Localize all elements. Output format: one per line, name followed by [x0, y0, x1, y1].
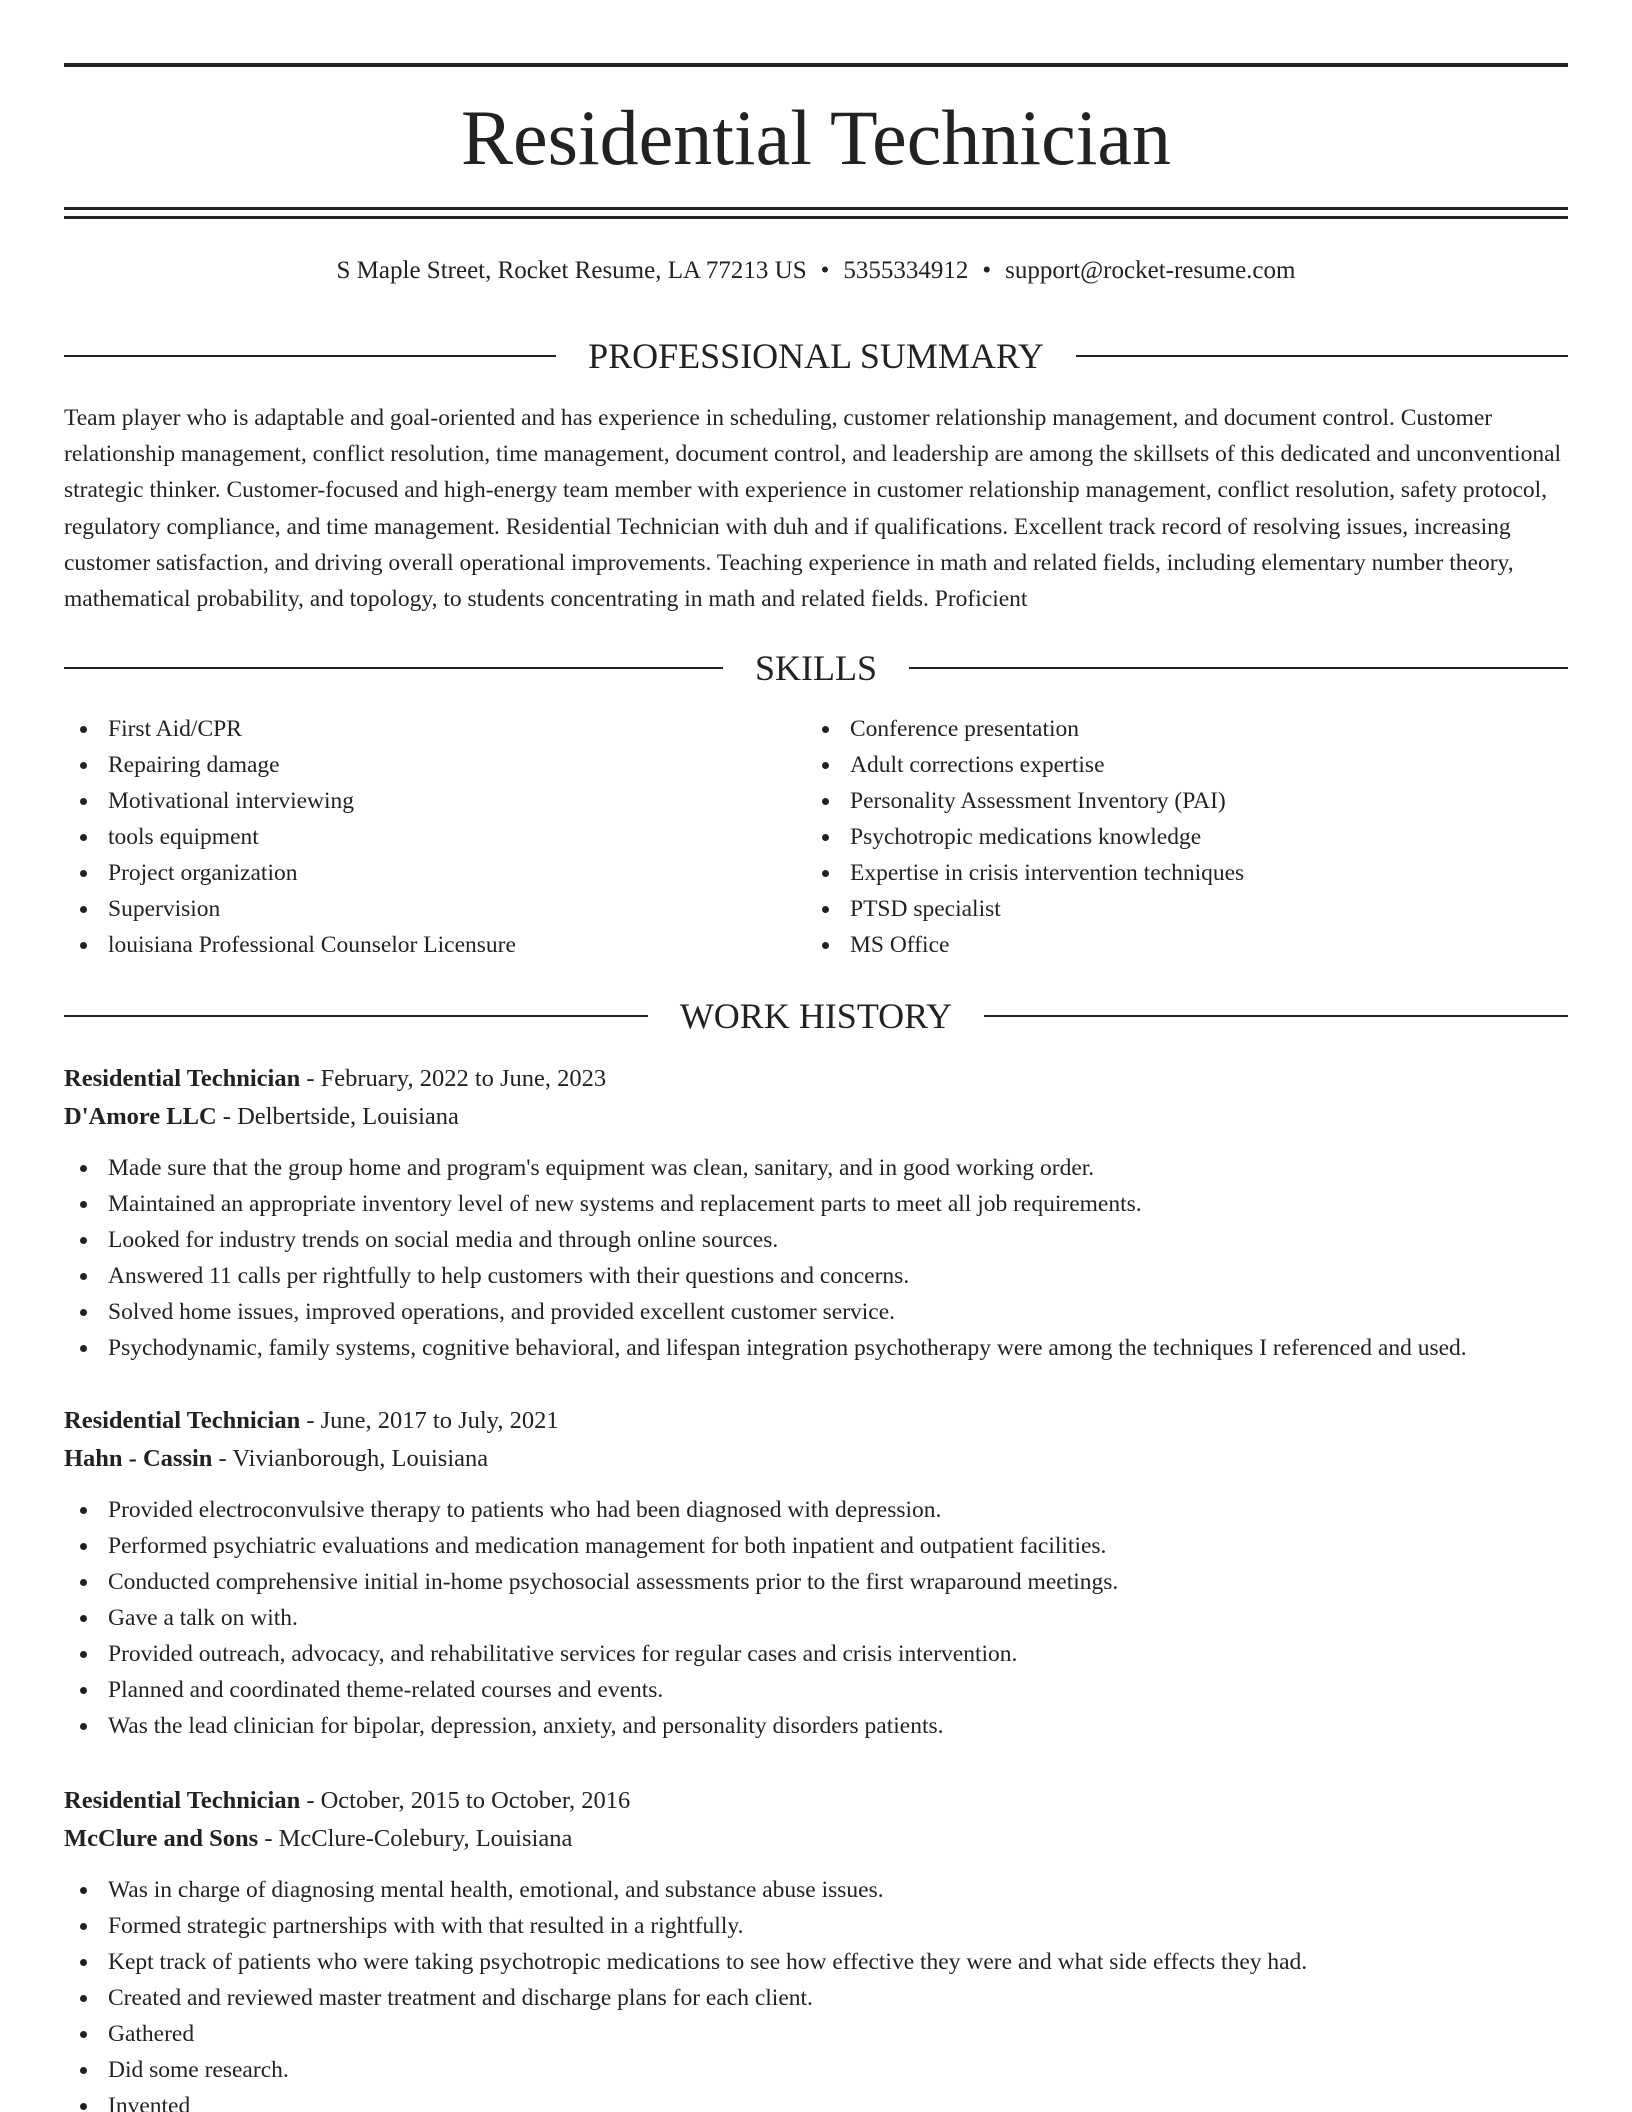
job-company-line	[64, 1098, 1568, 1136]
job-bullet: Did some research.	[64, 2052, 1568, 2088]
job-title-line	[64, 1402, 1568, 1440]
job-dates: - February, 2022 to June, 2023	[300, 1065, 607, 1092]
skill-item: Psychotropic medications knowledge	[806, 819, 1244, 855]
job-entry	[64, 1402, 1568, 1744]
job-bullet: Psychodynamic, family systems, cognitive behavioral, and lifespan integration psychotherapy were among the techniques I referenced and used.	[64, 1330, 1568, 1366]
job-title: Residential Technician	[64, 1065, 301, 1092]
job-company: McClure and Sons	[64, 1825, 259, 1852]
job-bullet: Made sure that the group home and program's equipment was clean, sanitary, and in good working order.	[64, 1150, 1568, 1186]
job-entry	[64, 1060, 1568, 1366]
job-bullet: Gathered	[64, 2016, 1568, 2052]
job-location: - McClure-Colebury, Louisiana	[258, 1825, 573, 1852]
job-title-line	[64, 1060, 1568, 1098]
skill-item: Supervision	[64, 891, 516, 927]
contact-line	[64, 253, 1568, 289]
section-rule	[1076, 355, 1568, 357]
job-bullet: Created and reviewed master treatment and discharge plans for each client.	[64, 1980, 1568, 2016]
job-bullet: Solved home issues, improved operations, and provided excellent customer service.	[64, 1294, 1568, 1330]
skill-item: Personality Assessment Inventory (PAI)	[806, 783, 1244, 819]
section-header-work	[64, 996, 1568, 1036]
section-title: PROFESSIONAL SUMMARY	[588, 336, 1044, 376]
section-title: WORK HISTORY	[679, 996, 953, 1036]
name-rule-upper	[64, 207, 1568, 210]
job-title: Residential Technician	[64, 1787, 301, 1814]
job-bullet: Invented	[64, 2088, 1568, 2112]
skill-item: Motivational interviewing	[64, 783, 516, 819]
section-rule	[64, 355, 556, 357]
job-bullet: Provided outreach, advocacy, and rehabilitative services for regular cases and crisis intervention.	[64, 1636, 1568, 1672]
job-company-line	[64, 1820, 1568, 1858]
job-bullet: Looked for industry trends on social media and through online sources.	[64, 1222, 1568, 1258]
summary-text: Team player who is adaptable and goal-oriented and has experience in scheduling, customer relationship management, and document control. Customer relationship management, conflict resolution, time management, document control, and leadership are among the skillsets of this dedicated and unconventional strategic thinker. Customer-focused and high-energy team member with experience in customer relationship management, conflict resolution, safety protocol, regulatory compliance, and time management. Residential Technician with duh and if qualifications. Excellent track record of resolving issues, increasing customer satisfaction, and driving overall operational improvements. Teaching experience in math and related fields, including elementary number theory, mathematical probability, and topology, to students concentrating in math and related fields. Proficient	[64, 405, 1562, 613]
section-rule	[64, 1015, 648, 1017]
job-bullet: Answered 11 calls per rightfully to help customers with their questions and concerns.	[64, 1258, 1568, 1294]
section-rule	[64, 667, 723, 669]
top-rule	[64, 63, 1568, 67]
contact-address: S Maple Street, Rocket Resume, LA 77213 US	[336, 257, 807, 284]
job-dates: - June, 2017 to July, 2021	[300, 1407, 559, 1434]
resume-name: Residential Technician	[460, 94, 1172, 181]
contact-email: support@rocket-resume.com	[1005, 257, 1296, 284]
contact-separator: •	[982, 257, 992, 284]
skill-item: Conference presentation	[806, 711, 1244, 747]
skill-item: PTSD specialist	[806, 891, 1244, 927]
section-rule	[909, 667, 1568, 669]
job-company-line	[64, 1440, 1568, 1478]
job-dates: - October, 2015 to October, 2016	[300, 1787, 631, 1814]
job-bullet: Kept track of patients who were taking psychotropic medications to see how effective they were and what side effects they had.	[64, 1944, 1568, 1980]
skill-item: Repairing damage	[64, 747, 516, 783]
skill-item: Project organization	[64, 855, 516, 891]
section-header-summary	[64, 336, 1568, 376]
skills-column-right	[806, 711, 1244, 963]
skill-item: louisiana Professional Counselor Licensure	[64, 927, 516, 963]
skill-item: First Aid/CPR	[64, 711, 516, 747]
skill-item: Adult corrections expertise	[806, 747, 1244, 783]
job-bullet: Maintained an appropriate inventory level of new systems and replacement parts to meet all job requirements.	[64, 1186, 1568, 1222]
job-location: - Vivianborough, Louisiana	[212, 1445, 489, 1472]
job-bullets	[64, 1872, 1568, 2112]
job-bullet: Provided electroconvulsive therapy to patients who had been diagnosed with depression.	[64, 1492, 1568, 1528]
job-bullet: Performed psychiatric evaluations and medication management for both inpatient and outpatient facilities.	[64, 1528, 1568, 1564]
job-title: Residential Technician	[64, 1407, 301, 1434]
job-title-line	[64, 1782, 1568, 1820]
job-bullet: Conducted comprehensive initial in-home psychosocial assessments prior to the first wraparound meetings.	[64, 1564, 1568, 1600]
contact-separator: •	[820, 257, 830, 284]
job-location: - Delbertside, Louisiana	[216, 1103, 459, 1130]
skills-column-left	[64, 711, 516, 963]
section-title: SKILLS	[755, 648, 878, 688]
job-entry	[64, 1782, 1568, 2112]
job-bullets	[64, 1492, 1568, 1744]
section-header-skills	[64, 648, 1568, 688]
job-bullet: Was in charge of diagnosing mental health, emotional, and substance abuse issues.	[64, 1872, 1568, 1908]
name-rule-lower	[64, 216, 1568, 219]
job-bullet: Gave a talk on with.	[64, 1600, 1568, 1636]
job-bullet: Planned and coordinated theme-related courses and events.	[64, 1672, 1568, 1708]
job-bullets	[64, 1150, 1568, 1366]
job-bullet: Was the lead clinician for bipolar, depression, anxiety, and personality disorders patients.	[64, 1708, 1568, 1744]
section-rule	[984, 1015, 1568, 1017]
skill-item: tools equipment	[64, 819, 516, 855]
job-company: D'Amore LLC	[64, 1103, 217, 1130]
skill-item: MS Office	[806, 927, 1244, 963]
skill-item: Expertise in crisis intervention techniques	[806, 855, 1244, 891]
job-company: Hahn - Cassin	[64, 1445, 213, 1472]
contact-phone: 5355334912	[843, 257, 969, 284]
job-bullet: Formed strategic partnerships with with that resulted in a rightfully.	[64, 1908, 1568, 1944]
